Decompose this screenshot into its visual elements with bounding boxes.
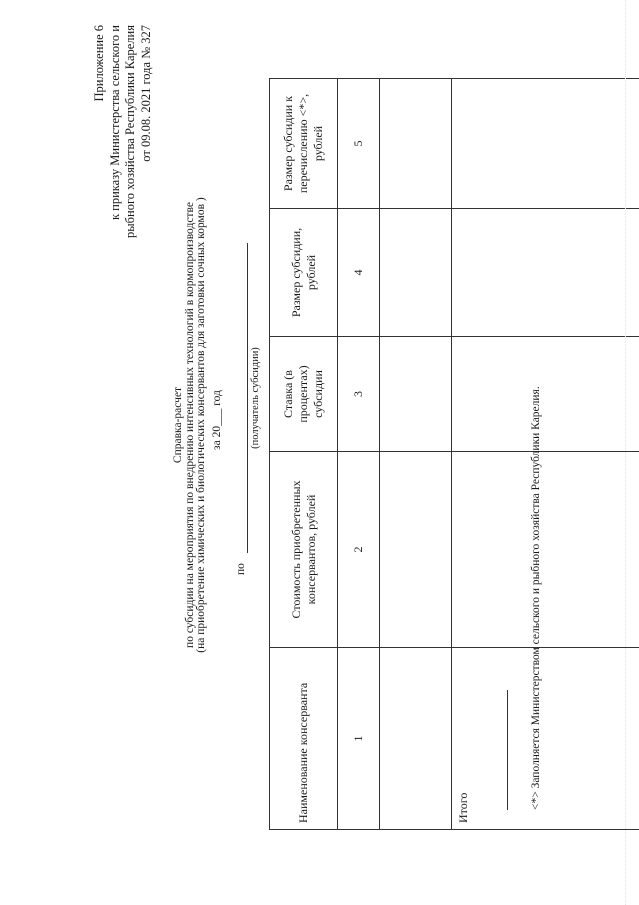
appendix-line: Приложение 6 (92, 25, 106, 102)
document-subtitle: по субсидии на мероприятия по внедрению интенсивных технологий в кормопроизводстве (183, 202, 196, 648)
column-header: Ставка (в процентах) субсидии (270, 337, 338, 452)
table-cell (380, 452, 452, 648)
document-title: Справка-расчет (172, 386, 184, 464)
recipient-prefix: по (235, 563, 247, 575)
scan-edge-artifact (625, 0, 626, 905)
table-cell (452, 452, 639, 648)
column-number: 1 (338, 648, 380, 830)
appendix-line: к приказу Министерства сельского и (107, 25, 122, 221)
table-cell (380, 209, 452, 337)
document-heading (173, 125, 208, 725)
column-header: Размер субсидии к перечислению <*>, рублей (270, 79, 338, 209)
recipient-caption: (получатель субсидии) (250, 347, 261, 449)
period-line: за 20___ год (211, 390, 223, 450)
appendix-line: рыбного хозяйства Республики Карелия (123, 25, 137, 238)
column-header: Наименование консерванта (270, 648, 338, 830)
column-number: 2 (338, 452, 380, 648)
table-cell (380, 648, 452, 830)
column-number-row (338, 79, 380, 830)
appendix-block (92, 25, 154, 385)
footnote-separator (507, 690, 508, 810)
column-number: 5 (338, 79, 380, 209)
column-header: Стоимость приобретенных консервантов, рублей (270, 452, 338, 648)
appendix-order-date: от 09.08. 2021 года № 327 (138, 25, 153, 162)
table-cell (452, 209, 639, 337)
table-cell (380, 79, 452, 209)
table-row (380, 79, 452, 830)
document-subtitle: (на приобретение химических и биологических консервантов для заготовки сочных кормов ) (195, 197, 207, 653)
total-label: Итого (452, 648, 639, 830)
recipient-underline (247, 243, 248, 553)
column-header: Размер субсидии, рублей (270, 209, 338, 337)
column-number: 4 (338, 209, 380, 337)
column-number: 3 (338, 337, 380, 452)
total-row (452, 79, 639, 830)
table-cell (452, 337, 639, 452)
recipient-field (233, 155, 265, 575)
table-cell (452, 79, 639, 209)
subsidy-table (269, 78, 639, 830)
table-header-row (270, 79, 338, 830)
table-cell (380, 337, 452, 452)
footnote: <*> Заполняется Министерством сельского и рыбного хозяйства Республики Карелия. (530, 386, 542, 810)
